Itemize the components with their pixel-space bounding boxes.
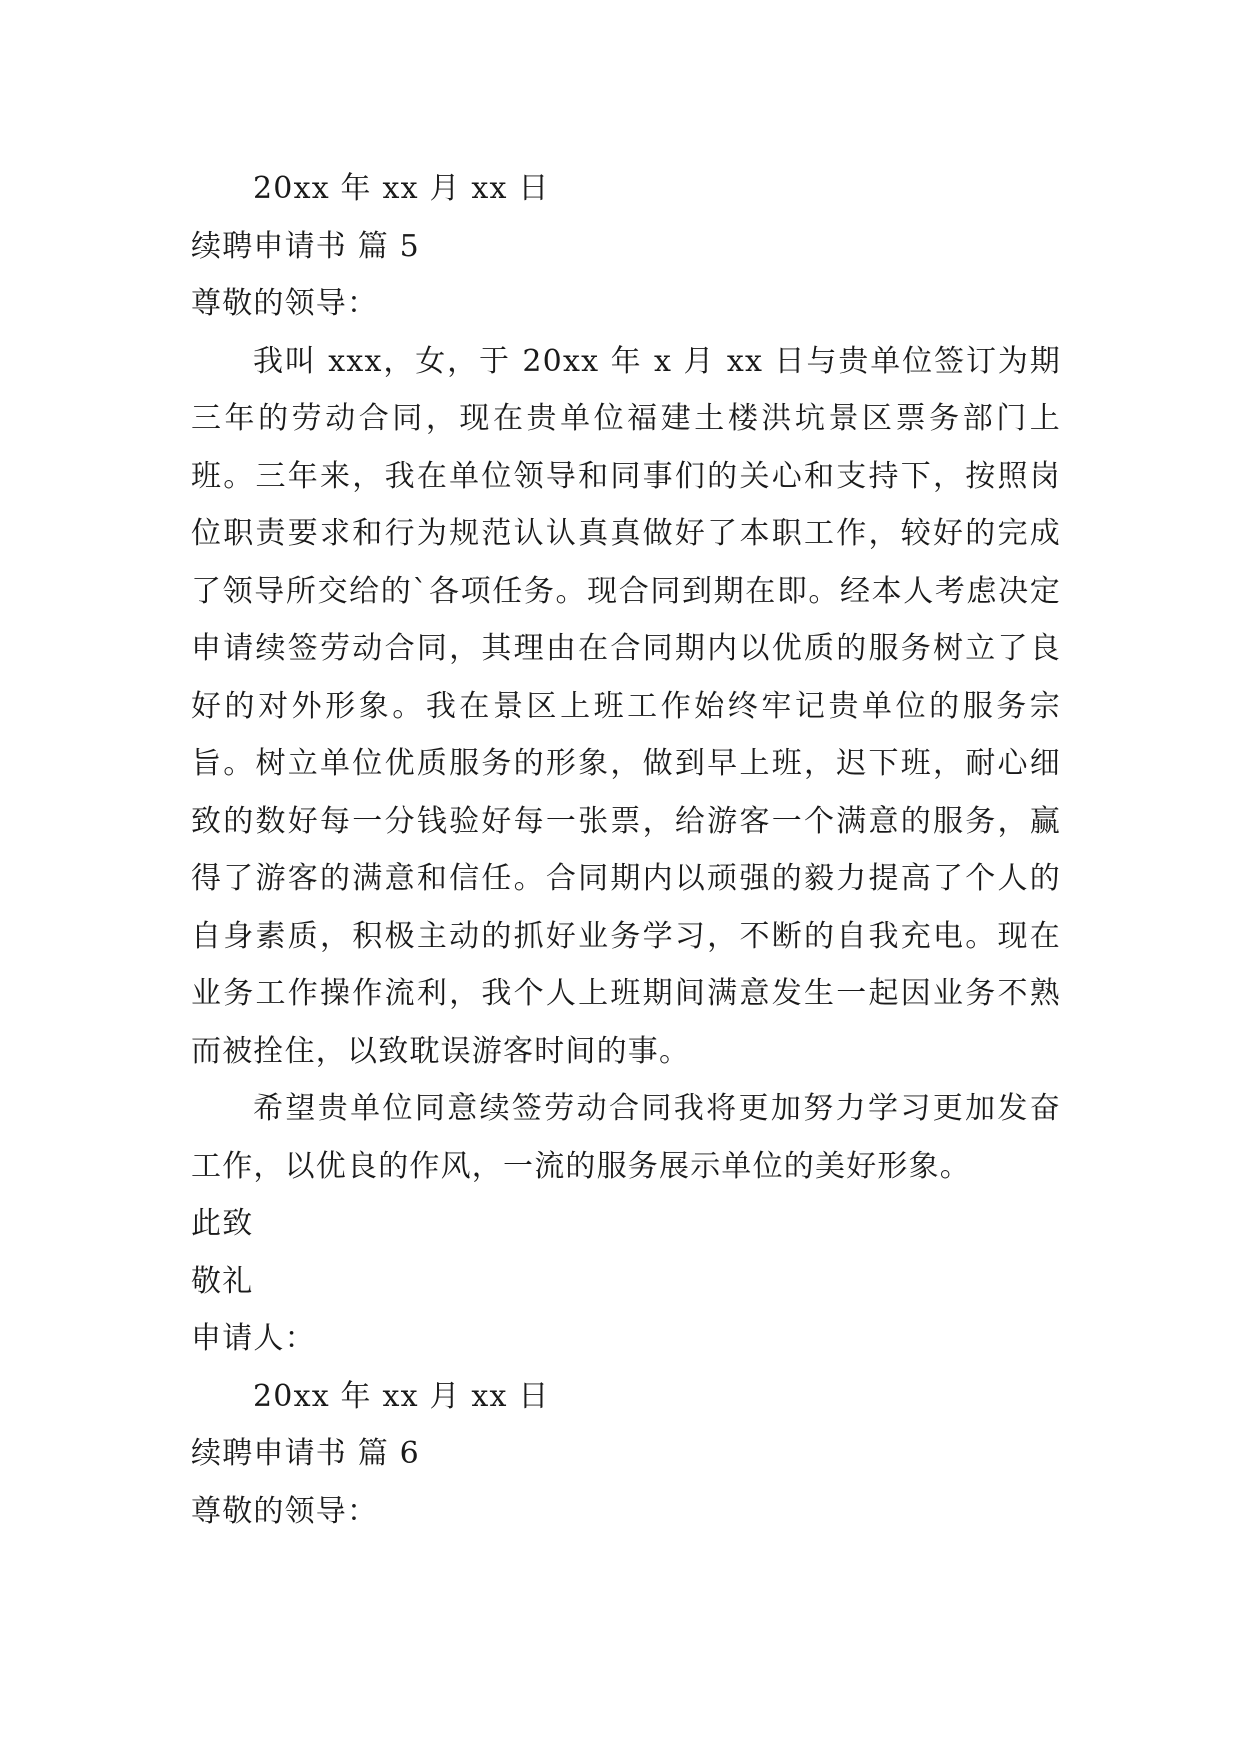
closing-regards: 敬礼 [191, 1263, 254, 1299]
letter-content [191, 160, 1061, 1540]
closing-phrase: 此致 [191, 1206, 254, 1241]
applicant-label: 申请人： [191, 1321, 316, 1356]
date-line: 20xx 年 xx 月 xx 日 [253, 1378, 550, 1414]
section-heading: 续聘申请书 篇 5 [191, 228, 420, 264]
date-line: 20xx 年 xx 月 xx 日 [253, 171, 550, 206]
salutation: 尊敬的领导： [191, 1493, 379, 1529]
body-paragraph-closing: 希望贵单位同意续签劳动合同我将更加努力学习更加发奋工作，以优良的作风，一流的服务展示单位的美好形象。 [191, 1091, 1061, 1184]
salutation: 尊敬的领导： [191, 286, 379, 321]
body-paragraph: 我叫 xxx，女，于 20xx 年 x 月 xx 日与贵单位签订为期三年的劳动合同，现在贵单位福建土楼洪坑景区票务部门上班。三年来，我在单位领导和同事们的关心和支持下，按照岗位职责要求和行为规范认认真真做好了本职工作，较好的完成了领导所交给的`各项任务。现合同到期在即。经本人考虑决定申请续签劳动合同，其理由在合同期内以优质的服务树立了良好的对外形象。我在景区上班工作始终牢记贵单位的服务宗旨。树立单位优质服务的形象，做到早上班，迟下班，耐心细致的数好每一分钱验好每一张票，给游客一个满意的服务，赢得了游客的满意和信任。合同期内以顽强的毅力提高了个人的自身素质，积极主动的抓好业务学习，不断的自我充电。现在业务工作操作流利，我个人上班期间满意发生一起因业务不熟而被拴住，以致耽误游客时间的事。 [191, 343, 1061, 1069]
section-heading: 续聘申请书 篇 6 [191, 1436, 420, 1471]
